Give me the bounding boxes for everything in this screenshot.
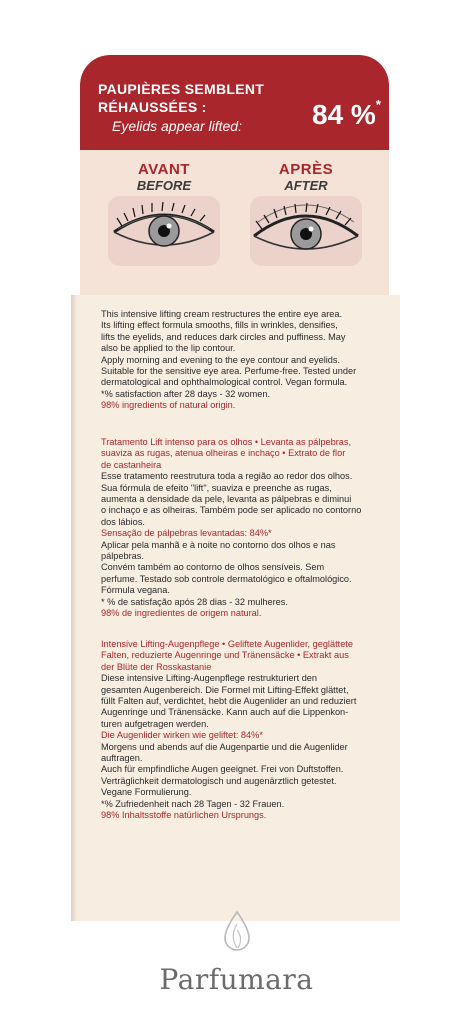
percent-mark: * [375,97,381,112]
portuguese-line: Fórmula vegana. [101,585,170,596]
portuguese-line: pálpebras. [101,551,144,562]
german-line: *% Zufriedenheit nach 28 Tagen - 32 Frauen. [101,798,285,809]
claim-panel [80,55,389,295]
portuguese-section [101,437,381,620]
english-line: Suitable for the sensitive eye area. Perfume-free. Tested under [101,366,357,377]
after-label: APRÈS [278,161,334,178]
german-section [101,639,381,822]
portuguese-line: aumenta a densidade da pele, levanta as pálpebras e diminui [101,494,352,505]
portuguese-line: o inchaço e as olheiras. Também pode ser aplicado no contorno [101,505,362,516]
before-label: AVANT [138,161,190,178]
after-label-english: AFTER [284,178,328,193]
german-line: Diese intensive Lifting-Augenpflege restrukturiert den [101,673,318,684]
portuguese-claim: Sensação de pálpebras levantadas: 84%* [101,528,272,539]
german-line: Verträglichkeit dermatologisch und augenärztlich getestet. [101,775,337,786]
german-line: gesamten Augenbereich. Die Formel mit Lifting-Effekt glättet, [101,684,349,695]
german-headline: Intensive Lifting-Augenpflege • Geliftete Augenlider, geglättete [101,639,353,649]
portuguese-line: dos lábios. [101,516,145,527]
banner-line-1: PAUPIÈRES SEMBLENT [98,81,265,97]
english-line: dermatological and ophthalmological control. Vegan formula. [101,377,348,388]
portuguese-headline: de castanheira [101,459,162,470]
german-headline: der Blüte der Rosskastanie [101,661,212,672]
eye-after-icon [250,196,362,266]
before-label-english: BEFORE [136,178,192,193]
portuguese-natural-origin: 98% de ingredientes de origem natural. [101,608,262,619]
portuguese-line: Convém também ao contorno de olhos sensíveis. Sem [101,562,325,573]
portuguese-headline: Tratamento Lift intenso para os olhos • Levanta as pálpebras, [101,437,352,447]
english-line: Its lifting effect formula smooths, fills in wrinkles, densifies, [101,320,338,331]
german-line: füllt Falten auf, verdichtet, hebt die Augenlider an und reduziert [101,696,357,707]
german-line: Augenringe und Tränensäcke. Kann auch auf die Lippenkon- [101,707,349,718]
english-line: also be applied to the lip contour. [101,343,236,354]
portuguese-line: * % de satisfação após 28 dias - 32 mulheres. [101,596,288,607]
portuguese-line: Sua fórmula de efeito "lift", suaviza e preenche as rugas, [101,482,332,493]
german-headline: Falten, reduzierte Augenringe und Tränensäcke • Extrakt aus [101,650,349,661]
portuguese-line: perfume. Testado sob controle dermatológico e oftalmológico. [101,573,352,584]
description-panel [71,295,400,921]
english-line: lifts the eyelids, and reduces dark circles and puffiness. May [101,331,346,342]
portuguese-headline: suaviza as rugas, atenua olheiras e inchaço • Extrato de flor [101,448,346,459]
banner-percent [312,99,381,131]
english-section [101,309,381,412]
droplet-logo-icon [222,910,252,954]
watermark-brand: Parfumara [159,963,314,996]
german-line: turen aufgetragen werden. [101,718,209,729]
german-claim: Die Augenlider wirken wie geliftet: 84%* [101,730,263,741]
english-line: This intensive lifting cream restructures the entire eye area. [101,309,343,319]
banner-line-2: RÉHAUSSÉES : [98,99,207,115]
after-eye-illustration [250,196,362,266]
german-line: Auch für empfindliche Augen geeignet. Frei von Duftstoffen. [101,764,344,775]
eye-before-icon [108,196,220,266]
claim-banner [80,55,389,150]
before-eye-illustration [108,196,220,266]
english-natural-origin: 98% ingredients of natural origin. [101,400,236,411]
fold-shadow [71,295,77,921]
portuguese-line: Aplicar pela manhã e à noite no contorno dos olhos e nas [101,539,336,550]
english-line: *% satisfaction after 28 days - 32 women. [101,388,271,399]
german-natural-origin: 98% Inhaltsstoffe natürlichen Ursprungs. [101,810,267,821]
percent-value: 84 % [312,99,376,130]
portuguese-line: Esse tratamento reestrutura toda a região ao redor dos olhos. [101,471,353,482]
english-line: Apply morning and evening to the eye contour and eyelids. [101,354,341,365]
german-line: auftragen. [101,753,143,764]
banner-line-english: Eyelids appear lifted: [112,118,242,134]
german-line: Vegane Formulierung. [101,787,192,798]
german-line: Morgens und abends auf die Augenpartie und die Augenlider [101,741,348,752]
